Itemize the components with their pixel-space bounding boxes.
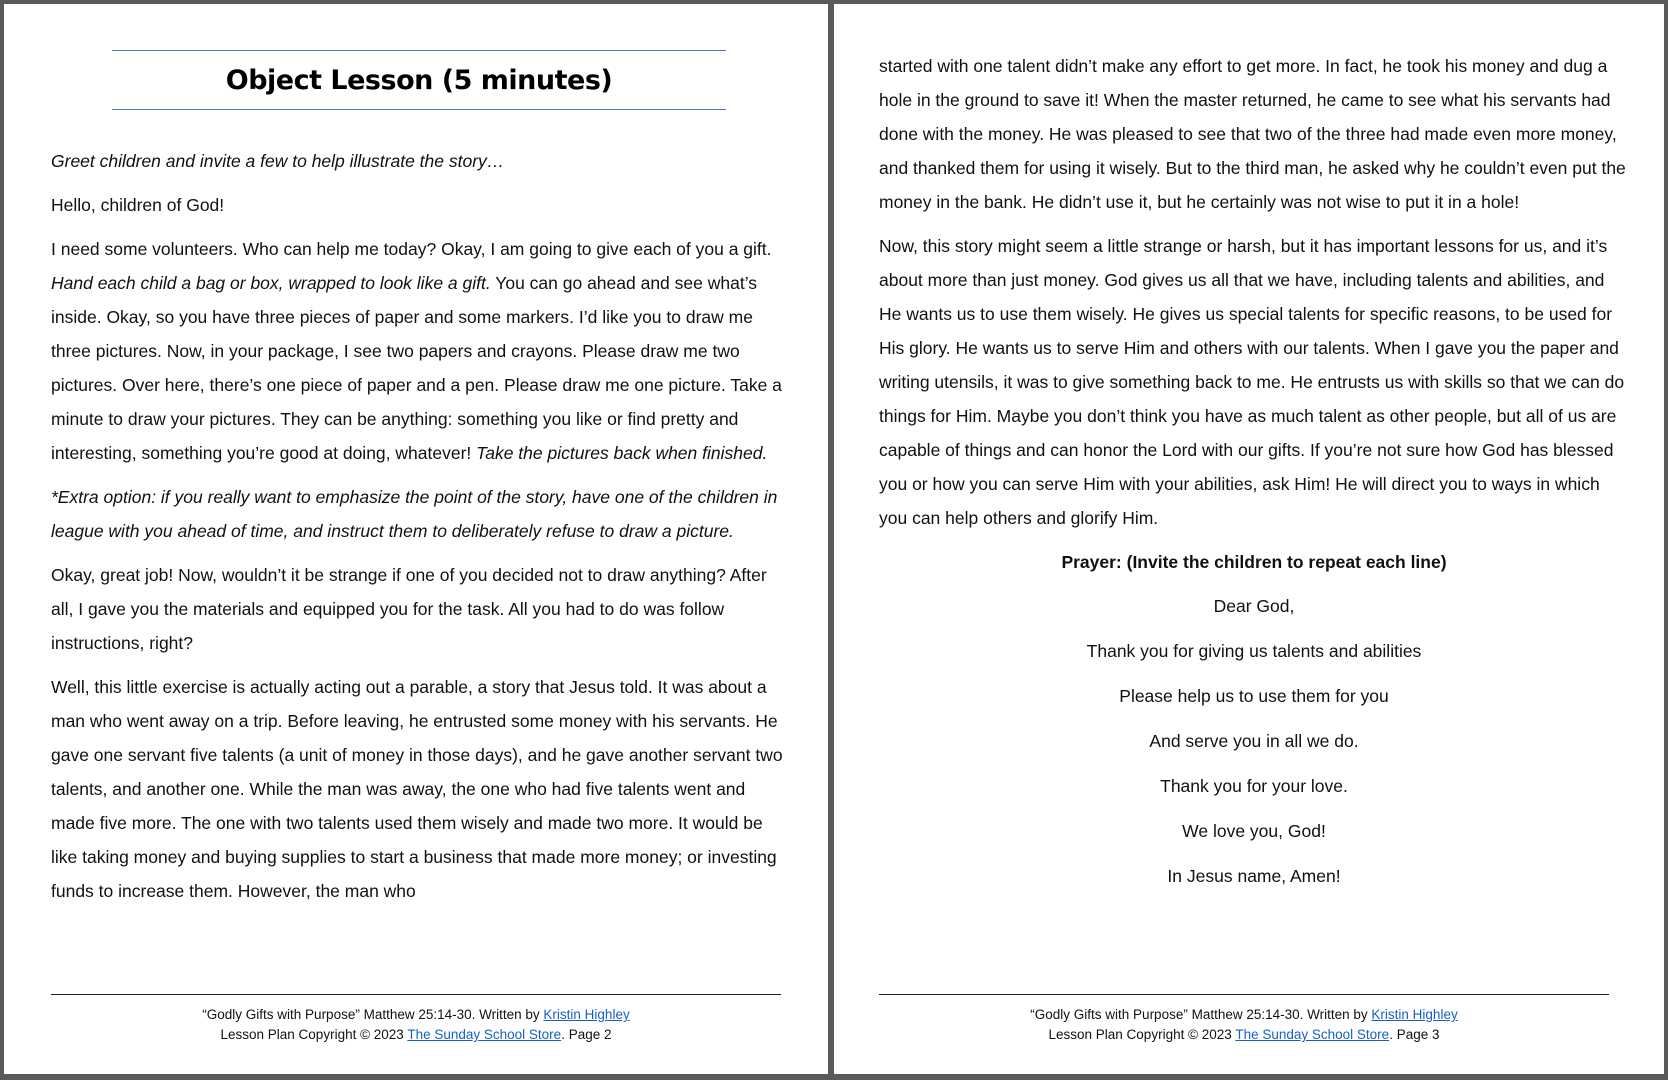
paragraph-parable: Well, this little exercise is actually acting out a parable, a story that Jesus told. It was about a man who went away on a trip. Before leaving, he entrusted some money with his servants. He gave one servant five talents (a unit of money in those days), and he gave another servant two talents, and another one. While the man was away, the one who had five talents went and made five more. The one with two talents used them wisely and made two more. It would be like taking money and buying supplies to start a business that made more money; or investing funds to increase them. However, the man who bbox=[51, 677, 783, 901]
prayer-title: Prayer: (Invite the children to repeat each line) bbox=[1061, 552, 1447, 572]
paragraph-volunteers bbox=[51, 232, 791, 470]
extra-option: *Extra option: if you really want to emphasize the point of the story, have one of the children in league with you ahead of time, and instruct them to deliberately refuse to draw a picture. bbox=[51, 487, 778, 541]
footer-line-2 bbox=[51, 1025, 781, 1045]
page-number: . Page 2 bbox=[561, 1027, 612, 1042]
footer-text: Lesson Plan Copyright © 2023 bbox=[220, 1027, 408, 1042]
stage-direction: Take the pictures back when finished. bbox=[476, 443, 768, 463]
store-link[interactable]: The Sunday School Store bbox=[1235, 1027, 1390, 1042]
footer-text: “Godly Gifts with Purpose” Matthew 25:14-30. Written by bbox=[202, 1007, 544, 1022]
title-bottom-rule bbox=[112, 109, 726, 110]
prayer-line: And serve you in all we do. bbox=[1149, 731, 1359, 751]
footer-line-1 bbox=[51, 1005, 781, 1025]
store-link[interactable]: The Sunday School Store bbox=[407, 1027, 562, 1042]
greeting: Hello, children of God! bbox=[51, 195, 225, 215]
prayer-section bbox=[879, 545, 1629, 893]
prayer-line: In Jesus name, Amen! bbox=[1167, 866, 1341, 886]
author-link[interactable]: Kristin Highley bbox=[1371, 1007, 1458, 1022]
page-footer bbox=[51, 994, 781, 1045]
paragraph-materials: Okay, great job! Now, wouldn’t it be strange if one of you decided not to draw anything? After all, I gave you the materials and equipped you for the task. All you had to do was follow instructions, right? bbox=[51, 565, 767, 653]
page-footer bbox=[879, 994, 1609, 1045]
text-run: I need some volunteers. Who can help me today? Okay, I am going to give each of you a gift. bbox=[51, 239, 772, 259]
page-3-body bbox=[879, 49, 1629, 904]
footer-text: Lesson Plan Copyright © 2023 bbox=[1048, 1027, 1236, 1042]
page-2-body bbox=[51, 144, 791, 918]
prayer-line: Dear God, bbox=[1213, 596, 1295, 616]
intro-instruction: Greet children and invite a few to help illustrate the story… bbox=[51, 151, 505, 171]
prayer-line: Thank you for your love. bbox=[1160, 776, 1348, 796]
section-title: Object Lesson (5 minutes) bbox=[225, 65, 613, 96]
author-link[interactable]: Kristin Highley bbox=[543, 1007, 630, 1022]
page-3 bbox=[834, 4, 1664, 1074]
section-header bbox=[112, 50, 726, 110]
footer-text: “Godly Gifts with Purpose” Matthew 25:14-30. Written by bbox=[1030, 1007, 1372, 1022]
text-run: You can go ahead and see what’s inside. Okay, so you have three pieces of paper and some markers. I’d like you to draw me three pictures. Now, in your package, I see two papers and crayons. Please draw me two pictures. Over here, there’s one piece of paper and a pen. Please draw me one picture. Take a minute to draw your pictures. They can be anything: something you like or find pretty and interesting, something you’re good at doing, whatever! bbox=[51, 273, 782, 463]
page-number: . Page 3 bbox=[1389, 1027, 1440, 1042]
footer-line-2 bbox=[879, 1025, 1609, 1045]
paragraph-lesson: Now, this story might seem a little strange or harsh, but it has important lessons for us, and it’s about more than just money. God gives us all that we have, including talents and abilities, and He wants us to use them wisely. He gives us special talents for specific reasons, to be used for His glory. He wants us to serve Him and others with our talents. When I gave you the paper and writing utensils, it was to give something back to me. He entrusts us with skills so that we can do things for Him. Maybe you don’t think you have as much talent as other people, but all of us are capable of things and can honor the Lord with our gifts. If you’re not sure how God has blessed you or how you can serve Him with your abilities, ask Him! He will direct you to ways in which you can help others and glorify Him. bbox=[879, 236, 1625, 528]
stage-direction: Hand each child a bag or box, wrapped to look like a gift. bbox=[51, 273, 491, 293]
title-top-rule bbox=[112, 50, 726, 51]
prayer-line: We love you, God! bbox=[1182, 821, 1326, 841]
paragraph-third-servant: started with one talent didn’t make any effort to get more. In fact, he took his money and dug a hole in the ground to save it! When the master returned, he came to see what his servants had done with the money. He was pleased to see that two of the three had made even more money, and thanked them for using it wisely. But to the third man, he asked why he couldn’t even put the money in the bank. He didn’t use it, but he certainly was not wise to put it in a hole! bbox=[879, 56, 1626, 212]
footer-line-1 bbox=[879, 1005, 1609, 1025]
prayer-line: Thank you for giving us talents and abilities bbox=[1086, 641, 1422, 661]
page-2 bbox=[4, 4, 828, 1074]
prayer-line: Please help us to use them for you bbox=[1119, 686, 1389, 706]
